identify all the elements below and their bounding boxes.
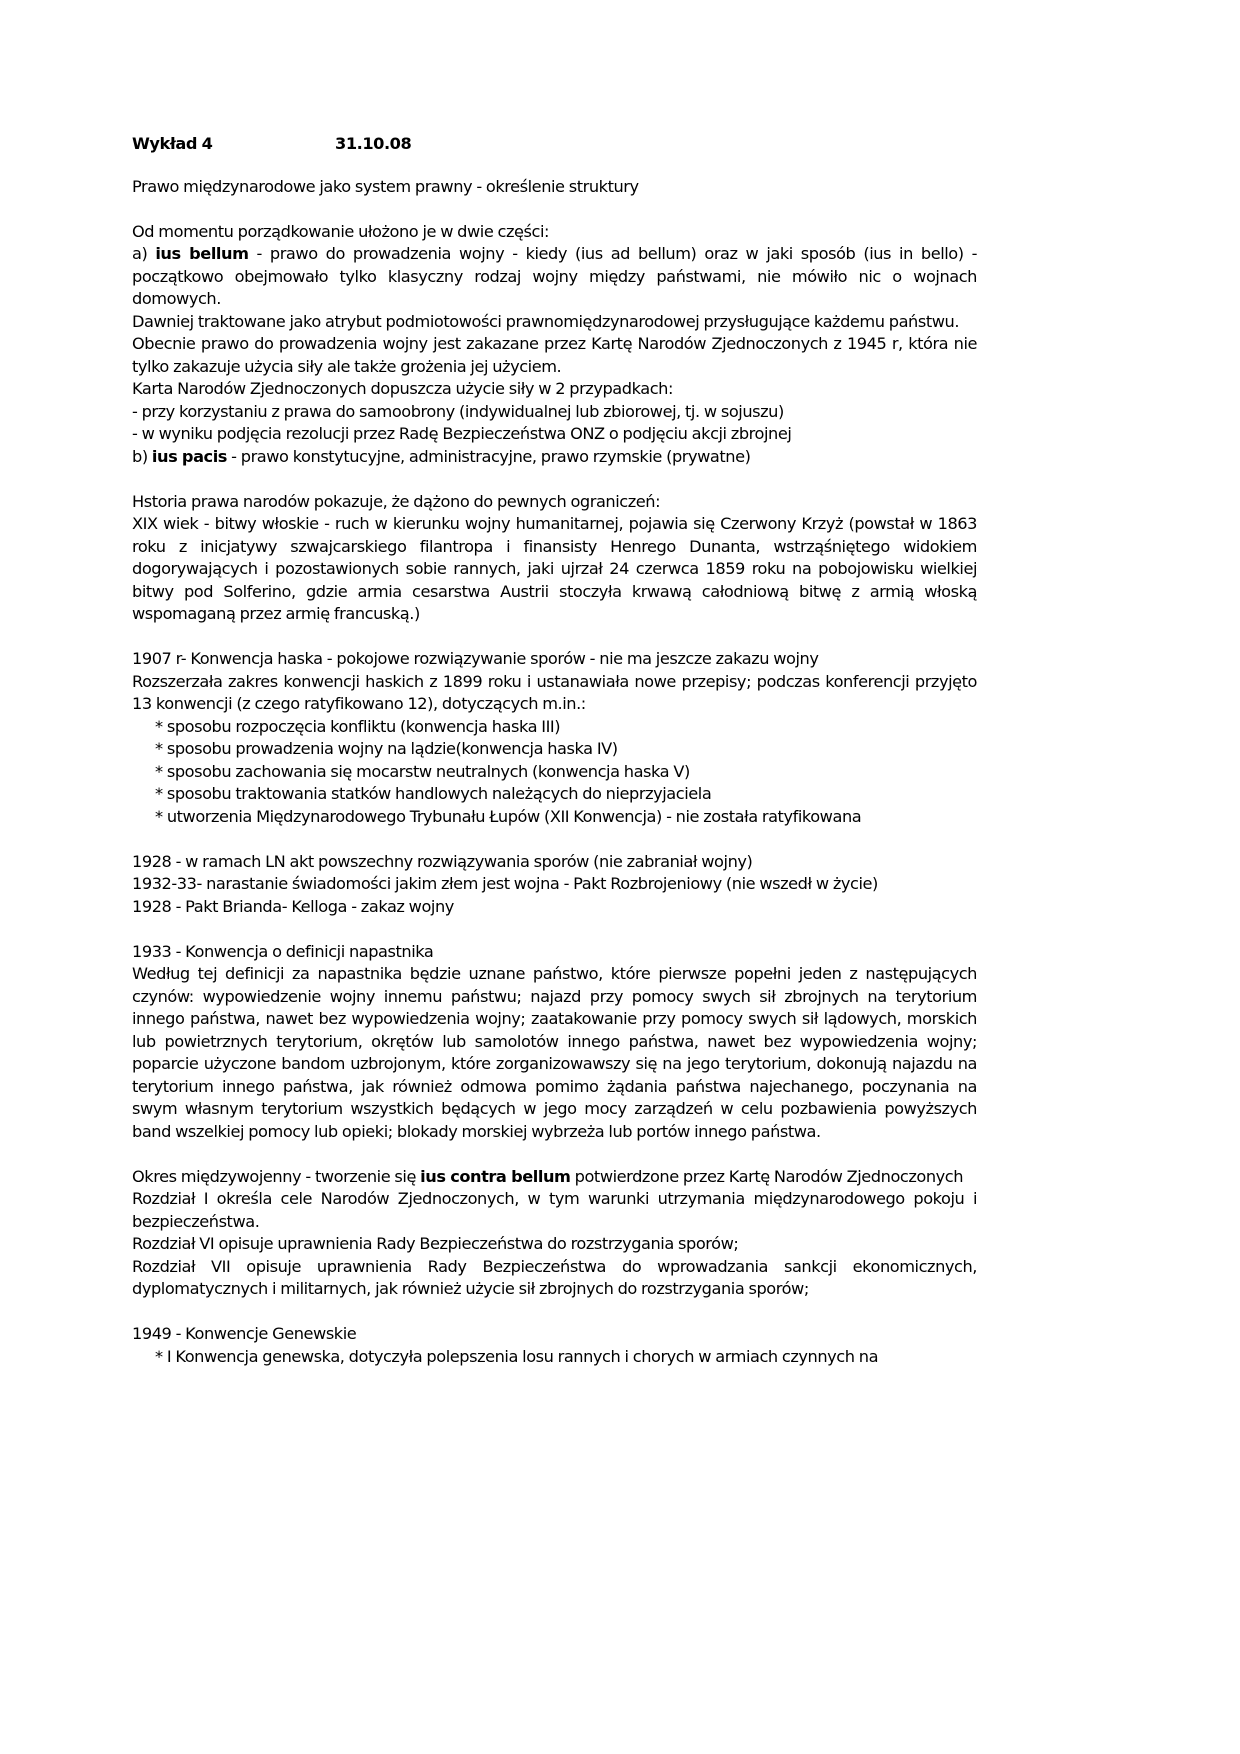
paragraph: Obecnie prawo do prowadzenia wojny jest zakazane przez Kartę Narodów Zjednoczonych z 1945 r, która nie tylko zakazuje użycia siły ale także grożenia jej użyciem. bbox=[132, 334, 977, 376]
text: b) bbox=[132, 446, 152, 466]
paragraph: Rozdział I określa cele Narodów Zjednoczonych, w tym warunki utrzymania międzynarodowego pokoju i bezpieczeństwa. bbox=[132, 1189, 977, 1231]
paragraph: Dawniej traktowane jako atrybut podmiotowości prawnomiędzynarodowej przysługujące każdemu państwu. bbox=[132, 311, 960, 331]
bold-term: ius bellum bbox=[155, 244, 249, 263]
paragraph: 1928 - Pakt Brianda- Kelloga - zakaz wojny bbox=[132, 896, 454, 916]
paragraph: 1949 - Konwencje Genewskie bbox=[132, 1324, 357, 1343]
bold-term: ius pacis bbox=[151, 446, 227, 466]
text: - prawo do prowadzenia wojny - kiedy (ius ad bellum) oraz w jaki sposób (ius in bello) - początkowo obejmowało tylko klasyczny rodzaj wojny między państwami, nie mówiło nic o wojnach domowych. bbox=[132, 244, 977, 308]
paragraph: Rozdział VI opisuje uprawnienia Rady Bezpieczeństwa do rozstrzygania sporów; bbox=[132, 1234, 739, 1253]
paragraph: Rozdział VII opisuje uprawnienia Rady Bezpieczeństwa do wprowadzania sankcji ekonomicznych, dyplomatycznych i militarnych, jak również użycie sił zbrojnych do rozstrzygania sporów; bbox=[132, 1256, 977, 1298]
text: potwierdzone przez Kartę Narodów Zjednoczonych bbox=[570, 1166, 964, 1186]
paragraph: Od momentu porządkowanie ułożono je w dwie części: bbox=[132, 221, 550, 241]
paragraph: 1932-33- narastanie świadomości jakim złem jest wojna - Pakt Rozbrojeniowy (nie wszedł w życie) bbox=[132, 874, 878, 893]
lecture-date: 31.10.08 bbox=[335, 134, 412, 153]
paragraph: 1907 r- Konwencja haska - pokojowe rozwiązywanie sporów - nie ma jeszcze zakazu wojny bbox=[132, 649, 819, 668]
list-item: * sposobu traktowania statków handlowych należących do nieprzyjaciela bbox=[155, 784, 712, 803]
paragraph: Hstoria prawa narodów pokazuje, że dążono do pewnych ograniczeń: bbox=[132, 491, 661, 511]
list-item: * sposobu rozpoczęcia konfliktu (konwencja haska III) bbox=[155, 716, 561, 736]
list-item: * sposobu prowadzenia wojny na lądzie(konwencja haska IV) bbox=[155, 739, 618, 758]
paragraph: Rozszerzała zakres konwencji haskich z 1899 roku i ustanawiała nowe przepisy; podczas konferencji przyjęto 13 konwencji (z czego ratyfikowano 12), dotyczących m.in.: bbox=[132, 671, 977, 713]
paragraph: - przy korzystaniu z prawa do samoobrony (indywidualnej lub zbiorowej, tj. w sojuszu) bbox=[132, 401, 784, 421]
text: a) bbox=[132, 244, 156, 263]
document-page bbox=[132, 133, 977, 1368]
paragraph: - w wyniku podjęcia rezolucji przez Radę Bezpieczeństwa ONZ o podjęciu akcji zbrojnej bbox=[132, 424, 792, 443]
paragraph: 1928 - w ramach LN akt powszechny rozwiązywania sporów (nie zabraniał wojny) bbox=[132, 851, 753, 871]
text: - prawo konstytucyjne, administracyjne, prawo rzymskie (prywatne) bbox=[226, 446, 751, 466]
paragraph-ius-contra-bellum bbox=[132, 1166, 977, 1189]
paragraph: Karta Narodów Zjednoczonych dopuszcza użycie siły w 2 przypadkach: bbox=[132, 379, 673, 398]
paragraph: Według tej definicji za napastnika będzie uznane państwo, które pierwsze popełni jeden z następujących czynów: wypowiedzenie wojny innemu państwu; najazd przy pomocy swych sił zbrojnych na terytorium innego państwa, nawet bez wypowiedzenia wojny; zaatakowanie przy pomocy swych sił lądowych, morskich lub powietrznych terytorium, okrętów lub samolotów innego państwa, nawet bez wypowiedzenia wojny; poparcie użyczone bandom uzbrojonym, które zorganizowawszy się na jego terytorium, dokonują najazdu na terytorium innego państwa, jak również odmowa pomimo żądania państwa najechanego, poczynania na swym własnym terytorium wszystkich będących w jego mocy zarządzeń w celu pozbawienia powyższych band wszelkiej pomocy lub opieki; blokady morskiej wybrzeża lub portów innego państwa. bbox=[132, 964, 977, 1141]
subtitle: Prawo międzynarodowe jako system prawny - określenie struktury bbox=[132, 176, 639, 196]
paragraph: 1933 - Konwencja o definicji napastnika bbox=[132, 941, 434, 961]
paragraph-ius-pacis bbox=[132, 446, 977, 469]
paragraph: XIX wiek - bitwy włoskie - ruch w kierunku wojny humanitarnej, pojawia się Czerwony Krzyż (powstał w 1863 roku z inicjatywy szwajcarskiego filantropa i finansisty Henrego Dunanta, wstrząśniętego widokiem dogorywających i pozostawionych sobie rannych, jaki ujrzał 24 czerwca 1859 roku na pobojowisku wielkiej bitwy pod Solferino, gdzie armia cesarstwa Austrii stoczyła krwawą całodniową bitwę z armią włoską wspomaganą przez armię francuską.) bbox=[132, 514, 977, 623]
text: Okres międzywojenny - tworzenie się bbox=[132, 1166, 421, 1186]
lecture-header bbox=[132, 133, 977, 156]
list-item: * utworzenia Międzynarodowego Trybunału Łupów (XII Konwencja) - nie została ratyfikowana bbox=[155, 806, 862, 826]
bold-term: ius contra bellum bbox=[420, 1166, 571, 1186]
list-item: * I Konwencja genewska, dotyczyła polepszenia losu rannych i chorych w armiach czynnych na bbox=[155, 1346, 879, 1366]
paragraph-ius-bellum bbox=[132, 243, 977, 311]
lecture-title: Wykład 4 bbox=[132, 134, 213, 153]
list-item: * sposobu zachowania się mocarstw neutralnych (konwencja haska V) bbox=[155, 761, 690, 781]
